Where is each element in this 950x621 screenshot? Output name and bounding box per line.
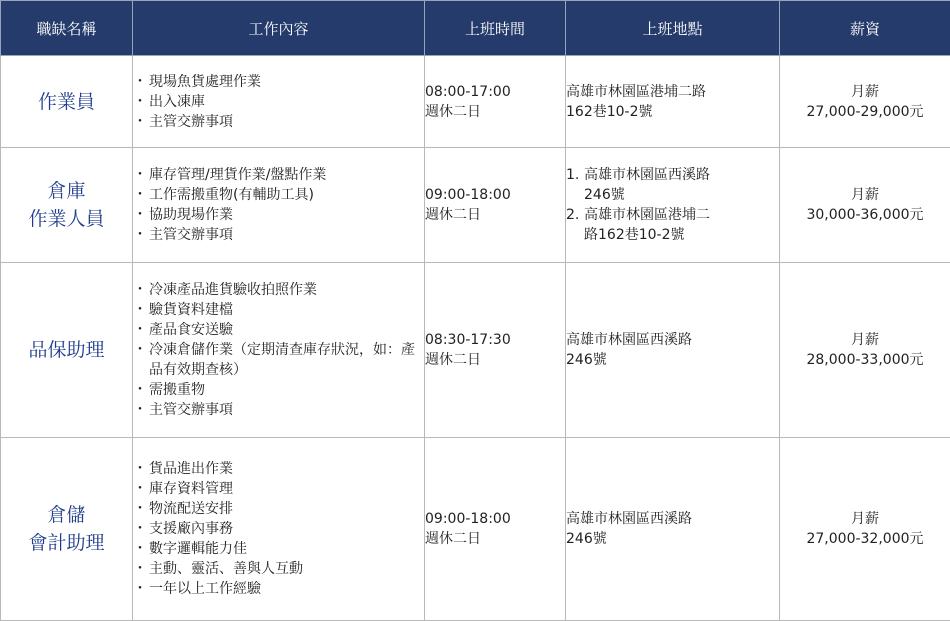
duty-list (133, 280, 424, 420)
table-row (1, 148, 950, 263)
location-number: 1. (566, 165, 579, 185)
job-title-line: 作業人員 (1, 205, 132, 233)
salary (780, 56, 950, 148)
work-hours (425, 263, 566, 438)
job-title-line: 作業員 (1, 88, 132, 116)
duty-item: ・ 出入凍庫 (133, 92, 424, 112)
work-location (566, 438, 780, 621)
hours-range: 09:00-18:00 (425, 509, 565, 529)
job-title (1, 263, 133, 438)
duty-item: ・ 冷凍產品進貨驗收拍照作業 (133, 280, 424, 300)
salary-range: 30,000-36,000元 (780, 205, 950, 225)
location-item (566, 165, 779, 205)
duty-item: ・ 驗貨資料建檔 (133, 300, 424, 320)
duty-list (133, 165, 424, 245)
work-hours (425, 438, 566, 621)
job-title-line: 會計助理 (1, 529, 132, 557)
hours-range: 08:00-17:00 (425, 82, 565, 102)
duty-list (133, 72, 424, 132)
duty-list (133, 459, 424, 599)
header-row (1, 1, 950, 56)
days-off: 週休二日 (425, 529, 565, 549)
duty-item: ・ 支援廠內事務 (133, 519, 424, 539)
duty-item: ・ 庫存資料管理 (133, 479, 424, 499)
header-duties: 工作內容 (133, 1, 425, 56)
location-line: 高雄市林園區港埔二路 (566, 82, 779, 102)
location-line: 高雄市林園區西溪路 (566, 509, 779, 529)
location-list (566, 165, 779, 245)
location-line: 246號 (584, 185, 779, 205)
salary (780, 263, 950, 438)
days-off: 週休二日 (425, 205, 565, 225)
hours-range: 08:30-17:30 (425, 330, 565, 350)
duty-item: ・ 一年以上工作經驗 (133, 579, 424, 599)
job-duties (133, 263, 425, 438)
duty-item: ・ 工作需搬重物(有輔助工具) (133, 185, 424, 205)
duty-item: ・ 物流配送安排 (133, 499, 424, 519)
days-off: 週休二日 (425, 350, 565, 370)
duty-item: ・ 數字邏輯能力佳 (133, 539, 424, 559)
salary-type: 月薪 (780, 509, 950, 529)
salary-type: 月薪 (780, 185, 950, 205)
location-line: 高雄市林園區西溪路 (584, 165, 779, 185)
location-number: 2. (566, 205, 579, 225)
work-hours (425, 56, 566, 148)
work-location (566, 263, 780, 438)
salary (780, 438, 950, 621)
job-title-line: 倉儲 (1, 501, 132, 529)
duty-item: ・ 主管交辦事項 (133, 225, 424, 245)
job-title (1, 56, 133, 148)
work-hours (425, 148, 566, 263)
location-line: 路162巷10-2號 (584, 225, 779, 245)
salary-type: 月薪 (780, 330, 950, 350)
salary-range: 27,000-32,000元 (780, 529, 950, 549)
header-location: 上班地點 (566, 1, 780, 56)
duty-item: ・ 貨品進出作業 (133, 459, 424, 479)
hours-range: 09:00-18:00 (425, 185, 565, 205)
table-row (1, 56, 950, 148)
location-line: 246號 (566, 529, 779, 549)
work-location (566, 148, 780, 263)
job-duties (133, 148, 425, 263)
salary-range: 27,000-29,000元 (780, 102, 950, 122)
duty-item: ・ 需搬重物 (133, 380, 424, 400)
job-title (1, 148, 133, 263)
salary (780, 148, 950, 263)
header-job-title: 職缺名稱 (1, 1, 133, 56)
duty-item: ・ 現場魚貨處理作業 (133, 72, 424, 92)
duty-item: ・ 主管交辦事項 (133, 400, 424, 420)
duty-item: ・ 冷凍倉儲作業（定期清查庫存狀況，如：產品有效期查核） (133, 340, 424, 380)
work-location (566, 56, 780, 148)
days-off: 週休二日 (425, 102, 565, 122)
location-line: 高雄市林園區西溪路 (566, 330, 779, 350)
job-duties (133, 438, 425, 621)
location-line: 162巷10-2號 (566, 102, 779, 122)
job-duties (133, 56, 425, 148)
location-line: 高雄市林園區港埔二 (584, 205, 779, 225)
job-title-line: 品保助理 (1, 336, 132, 364)
header-salary: 薪資 (780, 1, 950, 56)
duty-item: ・ 主管交辦事項 (133, 112, 424, 132)
duty-item: ・ 產品食安送驗 (133, 320, 424, 340)
duty-item: ・ 協助現場作業 (133, 205, 424, 225)
job-title (1, 438, 133, 621)
location-line: 246號 (566, 350, 779, 370)
location-item (566, 205, 779, 245)
header-hours: 上班時間 (425, 1, 566, 56)
table-row (1, 438, 950, 621)
duty-item: ・ 庫存管理/理貨作業/盤點作業 (133, 165, 424, 185)
salary-type: 月薪 (780, 82, 950, 102)
salary-range: 28,000-33,000元 (780, 350, 950, 370)
duty-item: ・ 主動、靈活、善與人互動 (133, 559, 424, 579)
job-title-line: 倉庫 (1, 177, 132, 205)
table-row (1, 263, 950, 438)
